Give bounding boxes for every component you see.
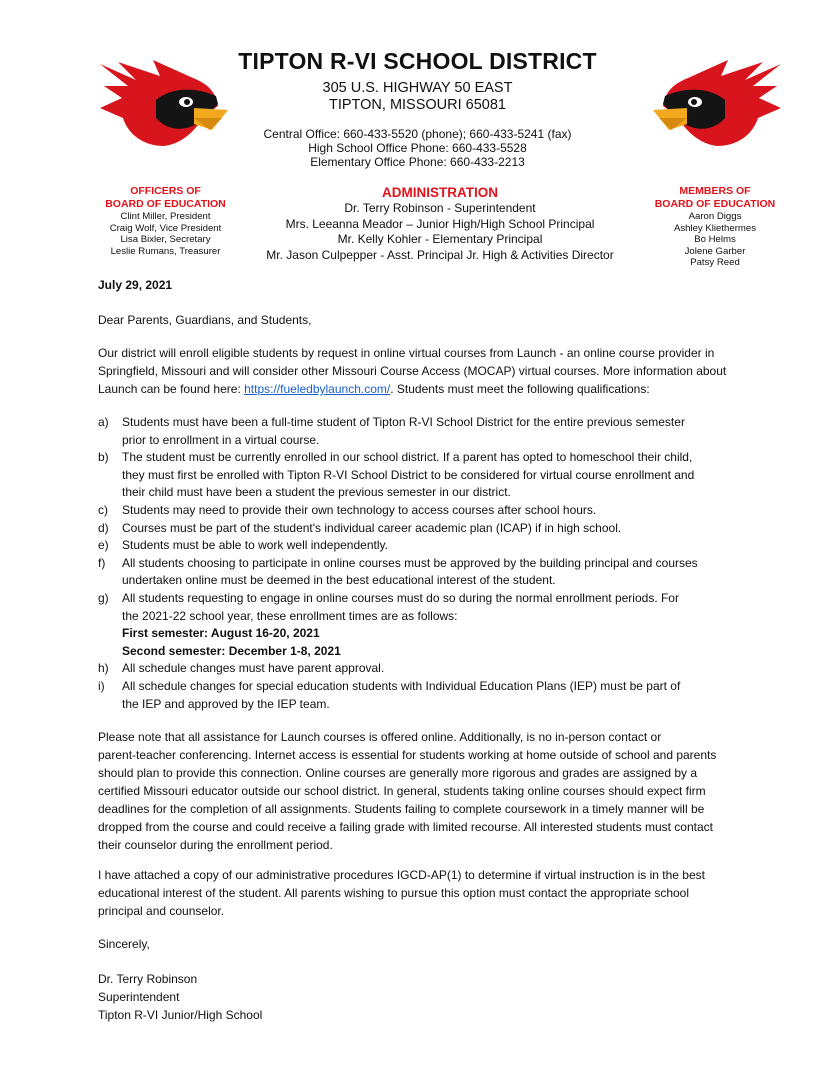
officers-heading-2: BOARD OF EDUCATION (105, 198, 226, 210)
list-item-line: Students must have been a full-time student of Tipton R-VI School District for the entire previous semester (122, 415, 685, 429)
list-marker: a) (98, 415, 109, 429)
list-item (98, 520, 738, 538)
enrollment-period: First semester: August 16-20, 2021 (122, 626, 320, 641)
list-marker: i) (98, 678, 105, 693)
officer-name: Craig Wolf, Vice President (109, 222, 222, 234)
list-item-line: prior to enrollment in a virtual course. (122, 432, 320, 447)
intro-paragraph (98, 344, 738, 398)
board-members-heading-2: BOARD OF EDUCATION (654, 198, 776, 210)
letter-salutation: Dear Parents, Guardians, and Students, (98, 313, 312, 327)
paragraph-procedures (98, 866, 738, 920)
board-members-heading: MEMBERS OF (679, 185, 751, 197)
list-item-line: the 2021-22 school year, these enrollment times are as follows: (122, 608, 458, 623)
paragraph-line: their counselor during the enrollment period. (98, 838, 333, 852)
administrator-name: Dr. Terry Robinson - Superintendent (344, 201, 536, 215)
paragraph-online-assistance (98, 728, 738, 854)
list-item (98, 537, 738, 555)
paragraph-line: principal and counselor. (98, 904, 225, 918)
list-item (98, 414, 738, 449)
paragraph-line: certified Missouri educator outside our school district. In general, students taking online courses should expect firm (98, 784, 706, 798)
list-marker: e) (98, 538, 109, 553)
administrator-name: Mrs. Leeanna Meador – Junior High/High School Principal (285, 216, 595, 231)
officer-name: Clint Miller, President (120, 211, 211, 222)
board-member-name: Patsy Reed (690, 257, 740, 268)
list-item (98, 660, 738, 678)
letter-date: July 29, 2021 (98, 278, 173, 292)
letter-closing: Sincerely, (98, 937, 150, 951)
list-marker: g) (98, 590, 109, 605)
list-marker: b) (98, 450, 109, 465)
list-item-line: their child must have been a student the previous semester in our district. (122, 485, 511, 500)
list-marker: h) (98, 661, 109, 676)
intro-text-end: . Students must meet the following qualifications: (390, 382, 650, 396)
intro-text: Our district will enroll eligible students by request in online virtual courses from Launch - an online course provider in Springfield, Missouri and will consider other Missouri Course Access (MOCAP) virtual courses. More information about Launch can be found here: (98, 346, 727, 396)
contact-line-1: Central Office: 660-433-5520 (phone); 660-433-5241 (fax) (263, 127, 572, 141)
launch-link[interactable]: https://fueledbylaunch.com/ (244, 382, 391, 396)
list-item-line: they must first be enrolled with Tipton R-VI School District to be considered for virtual course enrollment and (122, 467, 695, 482)
list-item-line: All schedule changes must have parent approval. (122, 661, 385, 676)
officer-name: Lisa Bixler, Secretary (120, 234, 211, 245)
list-item-line: All schedule changes for special education students with Individual Education Plans (IEP) must be part of (122, 678, 681, 693)
administrator-name: Mr. Kelly Kohler - Elementary Principal (337, 232, 543, 246)
paragraph-line: should plan to provide this connection. Online courses are generally more rigorous and grades are assigned by a (98, 766, 698, 780)
signature-block (98, 970, 738, 1024)
administration-heading: ADMINISTRATION (382, 185, 498, 200)
signature-title: Superintendent (98, 990, 180, 1004)
paragraph-line: parent-teacher conferencing. Internet access is essential for students working at home outside of school and parents (98, 748, 717, 762)
paragraph-line: Please note that all assistance for Launch courses is offered online. Additionally, is no in-person contact or (98, 730, 662, 744)
enrollment-period: Second semester: December 1-8, 2021 (122, 643, 341, 658)
list-item-line: The student must be currently enrolled in our school district. If a parent has opted to homeschool their child, (122, 450, 693, 465)
paragraph-line: educational interest of the student. All parents wishing to pursue this option must contact the appropriate school (98, 886, 690, 900)
list-item-line: All students requesting to engage in online courses must do so during the normal enrollment periods. For (122, 590, 679, 605)
list-item-line: the IEP and approved by the IEP team. (122, 696, 330, 711)
list-marker: c) (98, 502, 108, 517)
list-marker: f) (98, 555, 106, 570)
list-item-line: Students must be able to work well independently. (122, 538, 388, 553)
board-member-name: Jolene Garber (684, 245, 746, 257)
officer-name: Leslie Rumans, Treasurer (110, 245, 221, 257)
list-item (98, 449, 738, 502)
administrator-name: Mr. Jason Culpepper - Asst. Principal Jr. High & Activities Director (266, 247, 614, 262)
administration-column (250, 185, 630, 263)
list-item-line: All students choosing to participate in online courses must be approved by the building principal and courses (122, 555, 698, 570)
list-item (98, 678, 738, 713)
district-title: TIPTON R-VI SCHOOL DISTRICT (238, 48, 597, 74)
address-line-1: 305 U.S. HIGHWAY 50 EAST (322, 80, 513, 96)
paragraph-line: deadlines for the completion of all assignments. Students failing to complete coursework in a timely manner will be (98, 802, 705, 816)
list-item-line: Students may need to provide their own technology to access courses after school hours. (122, 502, 597, 517)
list-item (98, 590, 738, 660)
paragraph-line: I have attached a copy of our administrative procedures IGCD-AP(1) to determine if virtual instruction is in the best (98, 868, 705, 882)
list-marker: d) (98, 520, 109, 535)
signature-school: Tipton R-VI Junior/High School (98, 1008, 263, 1022)
list-item (98, 555, 738, 590)
contact-line-3: Elementary Office Phone: 660-433-2213 (310, 155, 525, 169)
list-item-line: Courses must be part of the student's individual career academic plan (ICAP) if in high school. (122, 520, 622, 535)
officers-column (88, 185, 243, 257)
board-member-name: Ashley Kliethermes (673, 222, 757, 234)
board-member-name: Aaron Diggs (688, 211, 742, 222)
list-item-line: undertaken online must be deemed in the best educational interest of the student. (122, 573, 556, 588)
board-members-column (640, 185, 790, 269)
board-member-name: Bo Helms (694, 234, 736, 245)
address-line-2: TIPTON, MISSOURI 65081 (328, 97, 506, 113)
list-item (98, 502, 738, 520)
paragraph-line: dropped from the course and could receive a failing grade with limited recourse. All interested students must contact (98, 820, 713, 834)
qualifications-list (98, 414, 738, 713)
officers-heading: OFFICERS OF (130, 185, 201, 197)
signature-name: Dr. Terry Robinson (98, 972, 198, 986)
contact-line-2: High School Office Phone: 660-433-5528 (308, 141, 527, 155)
